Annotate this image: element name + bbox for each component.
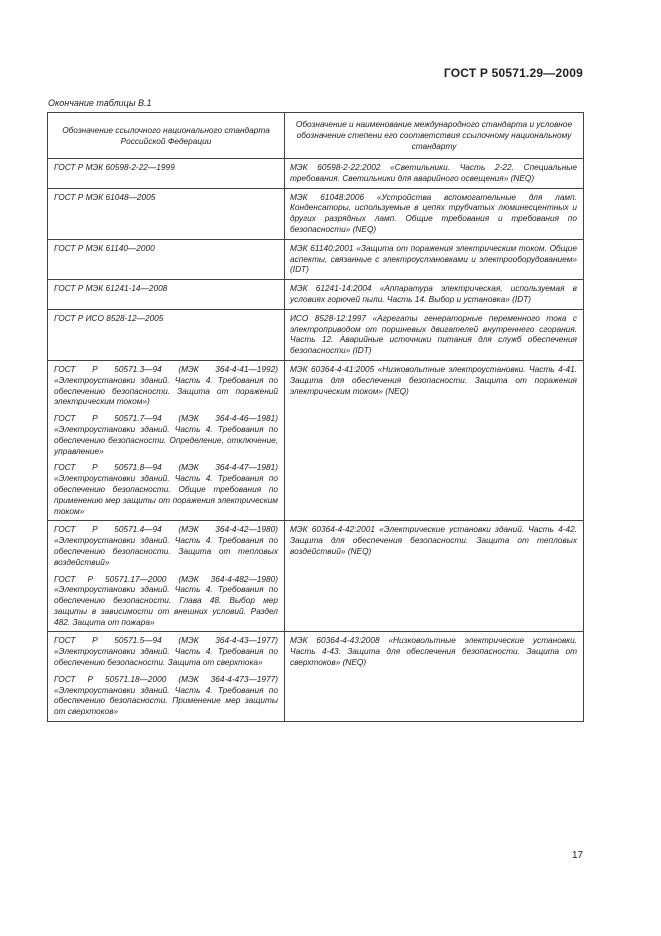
national-standard-entry: ГОСТ Р МЭК 60598-2-22—1999 xyxy=(54,162,175,172)
national-standard-cell xyxy=(48,239,285,279)
table-row xyxy=(48,360,584,520)
table-row xyxy=(48,521,584,632)
national-standard-cell xyxy=(48,280,285,310)
international-standard-cell: МЭК 61140:2001 «Защита от поражения электрическим током. Общие аспекты, связанные с электроустановками и электрооборудованием» (IDT) xyxy=(285,239,584,279)
national-standard-entry: ГОСТ Р ИСО 8528-12—2005 xyxy=(54,312,164,323)
national-standard-entry: ГОСТ Р МЭК 61048—2005 xyxy=(54,191,156,202)
page-number: 17 xyxy=(572,850,584,861)
international-standard-cell: МЭК 60364-4-42:2001 «Электрические установки зданий. Часть 4-42. Защита для обеспечения безопасности. Защита от тепловых воздействий» (NEQ) xyxy=(285,521,584,632)
national-standard-entry: ГОСТ Р 50571.4—94 (МЭК 364-4-42—1980) «Электроустановки зданий. Часть 4. Требования по обеспечению безопасности. Защита от тепловых воздействий» xyxy=(54,524,278,567)
national-standard-entry: ГОСТ Р МЭК 61140—2000 xyxy=(54,242,155,253)
national-standard-entry: ГОСТ Р 50571.7—94 (МЭК 364-4-46—1981) «Электроустановки зданий. Часть 4. Требования по обеспечению безопасности. Определение, отключение, управление» xyxy=(54,413,278,456)
international-standard-cell: МЭК 60364-4-41:2005 «Низковольтные электроустановки. Часть 4-41. Защита для обеспечения безопасности. Защита от поражения электрическим током» (NEQ) xyxy=(285,360,584,520)
table-row xyxy=(48,280,584,310)
national-standard-entry: ГОСТ Р 50571.17—2000 (МЭК 364-4-482—1980) «Электроустановки зданий. Часть 4. Требования по обеспечению безопасности. Глава 48. Выбор мер защиты в зависимости от внешних условий. Раздел 482. Защита от пожара» xyxy=(54,573,278,627)
national-standard-cell xyxy=(48,632,285,722)
national-standard-entry: ГОСТ Р МЭК 61241-14—2008 xyxy=(54,283,168,294)
table-row xyxy=(48,159,584,189)
international-standard-cell: МЭК 61048:2006 «Устройства вспомогательные для ламп. Конденсаторы, используемые в цепях трубчатых люминесцентных и других разрядных ламп. Общие требования и требования по безопасности» (NEQ) xyxy=(285,188,584,239)
table-row xyxy=(48,188,584,239)
national-standard-cell xyxy=(48,360,285,520)
column-header-national-standard: Обозначение ссылочного национального стандарта Российской Федерации xyxy=(48,113,285,159)
table-header-row xyxy=(48,113,584,159)
international-standard-cell: МЭК 61241-14:2004 «Аппаратура электрическая, используемая в условиях горючей пыли. Часть 14. Выбор и установка» (IDT) xyxy=(285,280,584,310)
national-standard-entry: ГОСТ Р 50571.3—94 (МЭК 364-4-41—1992) «Электроустановки зданий. Часть 4. Требования по обеспечению безопасности. Защита от поражений электрическим током») xyxy=(54,363,278,407)
national-standard-cell xyxy=(48,188,285,239)
national-standard-entry: ГОСТ Р 50571.18—2000 (МЭК 364-4-473—1977) «Электроустановки зданий. Часть 4. Требования по обеспечению безопасности. Применение мер защиты от сверхтоков» xyxy=(54,673,278,717)
international-standard-cell: МЭК 60598-2-22:2002 «Светильники. Часть 2-22. Специальные требования. Светильники для аварийного освещения» (NEQ) xyxy=(285,159,584,189)
document-code-header: ГОСТ Р 50571.29—2009 xyxy=(443,66,583,80)
table-row xyxy=(48,632,584,722)
national-standard-entry: ГОСТ Р 50571.8—94 (МЭК 364-4-47—1981) «Электроустановки зданий. Часть 4. Требования по обеспечению безопасности. Общие требования по применению мер защиты от поражения электрическим током» xyxy=(54,462,278,516)
table-row xyxy=(48,309,584,360)
table-caption: Окончание таблицы В.1 xyxy=(48,98,152,108)
international-standard-cell: ИСО 8528-12:1997 «Агрегаты генераторные переменного тока с электроприводом от поршневых двигателей внутреннего сгорания. Часть 12. Аварийные источники питания для служб обеспечения безопасности» (IDT) xyxy=(285,309,584,360)
national-standard-cell xyxy=(48,521,285,632)
national-standard-entry: ГОСТ Р 50571.5—94 (МЭК 364-4-43—1977) «Электроустановки зданий. Часть 4. Требования по обеспечению безопасности. Защита от сверхтока» xyxy=(54,635,278,668)
international-standard-cell: МЭК 60364-4-43:2008 «Низковольтные электрические установки. Часть 4-43. Защита для обеспечения безопасности. Защита от сверхтоков» (NEQ) xyxy=(285,632,584,722)
national-standard-cell xyxy=(48,159,285,189)
table-row xyxy=(48,239,584,279)
national-standard-cell xyxy=(48,309,285,360)
column-header-international-standard: Обозначение и наименование международного стандарта и условное обозначение степени его соответствия ссылочному национальному стандарту xyxy=(285,113,584,159)
standards-table xyxy=(47,112,584,722)
